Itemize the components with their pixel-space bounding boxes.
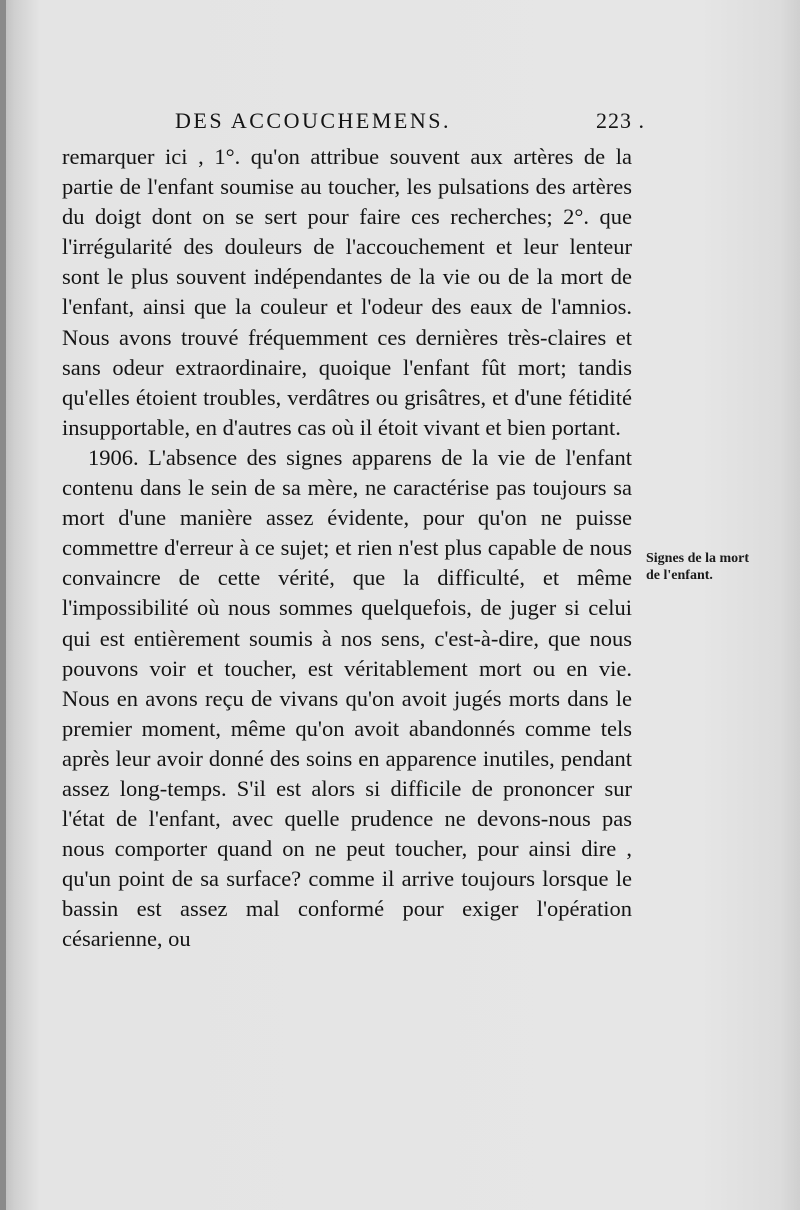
page-number: 223 . [596, 108, 645, 133]
body-text [62, 142, 632, 955]
page-header [175, 108, 645, 140]
running-title: DES ACCOUCHEMENS. [175, 108, 451, 133]
page-binding-shadow [0, 0, 6, 1210]
marginal-note: Signes de la mort de l'enfant. [646, 551, 750, 583]
paragraph-1906: 1906. L'absence des signes apparens de la vie de l'enfant contenu dans le sein de sa mère, ne caractérise pas toujours sa mort d'une manière assez évidente, pour qu'on ne puisse commettre d'erreur à ce sujet; et rien n'est plus capable de nous convaincre de cette vérité, que la difficulté, et même l'impossibilité où nous sommes quelquefois, de juger si celui qui est entièrement soumis à nos sens, c'est-à-dire, que nous pouvons voir et toucher, est véritablement mort ou en vie. Nous en avons reçu de vivans qu'on avoit jugés morts dans le premier moment, même qu'on avoit abandonnés comme tels après leur avoir donné des soins en apparence inutiles, pendant assez long-temps. S'il est alors si difficile de prononcer sur l'état de l'enfant, avec quelle prudence ne devons-nous pas nous comporter quand on ne peut toucher, pour ainsi dire , qu'un point de sa surface? comme il arrive toujours lorsque le bassin est assez mal conformé pour exiger l'opération césarienne, ou [62, 444, 632, 952]
paragraph-continuation: remarquer ici , 1°. qu'on attribue souvent aux artères de la partie de l'enfant soumise au toucher, les pulsations des artères du doigt dont on se sert pour faire ces recherches; 2°. que l'irrégularité des douleurs de l'accouchement et leur lenteur sont le plus souvent indépendantes de la vie ou de la mort de l'enfant, ainsi que la couleur et l'odeur des eaux de l'amnios. Nous avons trouvé fréquemment ces dernières très-claires et sans odeur extraordinaire, quoique l'enfant fût mort; tandis qu'elles étoient troubles, verdâtres ou grisâtres, et d'une fétidité insupportable, en d'autres cas où il étoit vivant et bien portant. [62, 144, 632, 440]
